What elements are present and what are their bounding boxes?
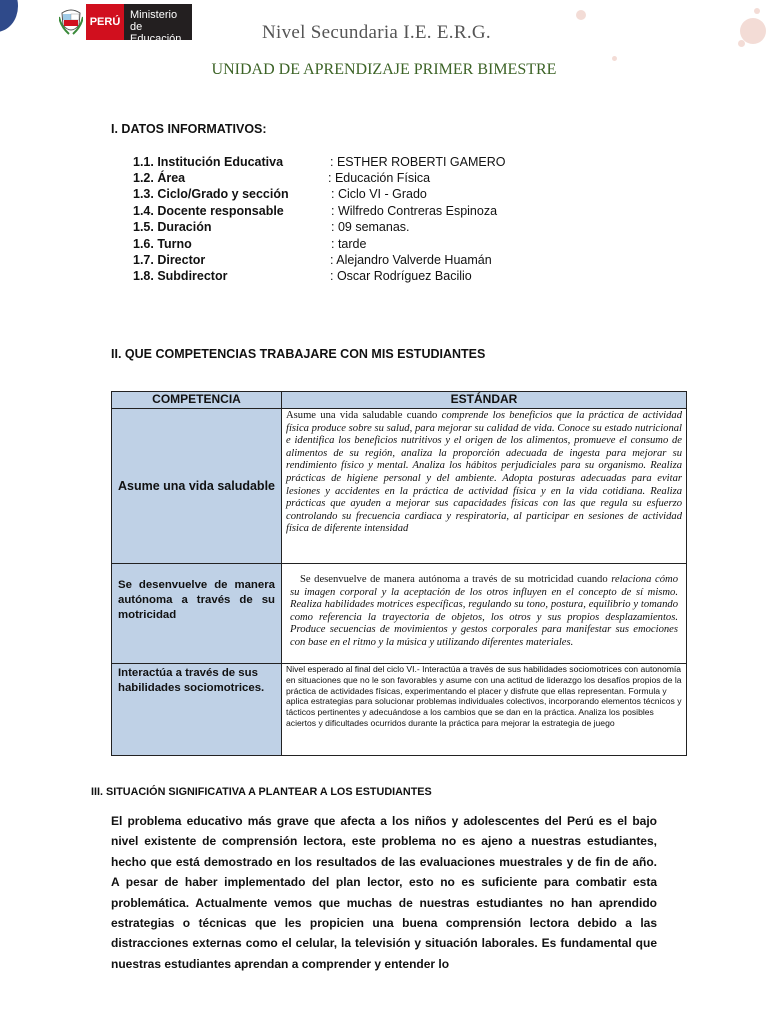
standard-cell bbox=[282, 409, 687, 564]
section-title-situacion: III. SITUACIÓN SIGNIFICATIVA A PLANTEAR A LOS ESTUDIANTES bbox=[91, 786, 432, 798]
standard-body: Interactúa a través de sus habilidades sociomotrices con autonomía en situaciones que no le son favorables y asume con una actitud de liderazgo los desafíos propios de la práctica de actividades físicas, experimentando el placer y disfrute que ellas representan. Formula y aplica estrategias para solucionar problemas individuales colectivos, incorporando elementos técnicos y tácticos pertinentes y adecuándose a los cambios que se dan en la práctica. Analiza los posibles aciertos y dificultades ocurridos durante la práctica para mejorar la estrategia de juego bbox=[286, 664, 682, 728]
column-header: ESTÁNDAR bbox=[282, 392, 687, 409]
info-label: 1.3. Ciclo/Grado y sección bbox=[133, 187, 289, 201]
coat-of-arms-icon bbox=[56, 4, 86, 40]
logo-country: PERÚ bbox=[86, 4, 124, 40]
competency-name: Se desenvuelve de manera autónoma a través de su motricidad bbox=[112, 564, 282, 664]
info-label: 1.1. Institución Educativa bbox=[133, 155, 284, 169]
info-label: 1.2. Área bbox=[133, 171, 186, 185]
decorative-dot bbox=[754, 8, 760, 14]
info-value: : Oscar Rodríguez Bacilio bbox=[330, 269, 472, 283]
competencies-table bbox=[111, 391, 687, 756]
info-label: 1.8. Subdirector bbox=[133, 269, 228, 283]
competency-name: Interactúa a través de sus habilidades sociomotrices. bbox=[112, 664, 282, 756]
section-title-datos: I. DATOS INFORMATIVOS: bbox=[111, 122, 267, 136]
section-title-competencias: II. QUE COMPETENCIAS TRABAJARE CON MIS ESTUDIANTES bbox=[111, 347, 486, 361]
ministry-logo bbox=[56, 4, 192, 45]
info-label: 1.6. Turno bbox=[133, 237, 192, 251]
info-value: : Alejandro Valverde Huamán bbox=[330, 253, 492, 267]
standard-lead: Se desenvuelve de manera autónoma a través de su motricidad cuando bbox=[300, 574, 612, 585]
info-label: 1.5. Duración bbox=[133, 220, 212, 234]
situation-paragraph: El problema educativo más grave que afecta a los niños y adolescentes del Perú es el bajo nivel existente de comprensión lectora, este problema no es ajeno a nuestras estudiantes, hecho que está demostrado en los resultados de las evaluaciones muestrales y de fin de año. A pesar de haber implementado del plan lector, esto no es suficiente para combatir esta problemática. Actualmente vemos que muchas de nuestras estudiantes no han aprendido estrategias o técnicas que les propicien una buena comprensión lectora debido a las distracciones externas como el celular, la televisión y situación laborales. Es fundamental que nuestras estudiantes aprendan a comprender y entender lo bbox=[111, 814, 657, 971]
standard-text bbox=[290, 574, 678, 650]
column-header: COMPETENCIA bbox=[112, 392, 282, 409]
standard-lead: Nivel esperado al final del ciclo VI.- bbox=[286, 664, 423, 674]
logo-ministry-line1: Ministerio bbox=[130, 9, 178, 21]
standard-cell bbox=[282, 564, 687, 664]
logo-ministry bbox=[124, 4, 192, 45]
unit-title: UNIDAD DE APRENDIZAJE PRIMER BIMESTRE bbox=[211, 61, 557, 78]
standard-text bbox=[286, 664, 682, 729]
info-value: : tarde bbox=[331, 237, 367, 251]
info-label: 1.7. Director bbox=[133, 253, 206, 267]
table-row bbox=[112, 664, 687, 756]
standard-lead: Asume una vida saludable cuando bbox=[286, 410, 442, 421]
info-label: 1.4. Docente responsable bbox=[133, 204, 284, 218]
table-header-row bbox=[112, 392, 687, 409]
competency-name: Asume una vida saludable bbox=[112, 409, 282, 564]
info-value: : 09 semanas. bbox=[331, 220, 410, 234]
standard-cell bbox=[282, 664, 687, 756]
decorative-dot bbox=[738, 40, 745, 47]
decorative-dot bbox=[576, 10, 586, 20]
school-header: Nivel Secundaria I.E. E.R.G. bbox=[262, 22, 491, 43]
logo-ministry-line2: de Educación bbox=[130, 21, 182, 45]
standard-body: comprende los beneficios que la práctica de actividad física produce sobre su salud, para mejorar su calidad de vida. Conoce su estado nutricional e identifica los beneficios nutritivos y el origen de los alimentos, promueve el consumo de alimentos de su región, analiza la proporción adecuada de ingesta para mejorar su rendimiento físico y mental. Analiza los hábitos perjudiciales para su organismo. Realiza prácticas de higiene personal y del ambiente. Adopta posturas adecuadas para evitar lesiones y accidentes en la práctica de actividad física y en la vida cotidiana. Realiza prácticas que ayuden a mejorar sus capacidades físicas con las que regula su esfuerzo controlando su frecuencia cardiaca y respiratoria, al participar en sesiones de actividad física de diferente intensidad bbox=[286, 410, 682, 535]
table-row bbox=[112, 564, 687, 664]
decorative-circle bbox=[0, 0, 18, 32]
standard-text bbox=[286, 410, 682, 536]
standard-body: relaciona cómo su imagen corporal y la aceptación de los otros influyen en el concepto de sí mismo. Realiza habilidades motrices específicas, regulando su tono, postura, equilibrio y tomando como referencia la trayectoria de objetos, los otros y sus propios desplazamientos. Produce secuencias de movimientos y gestos corporales para manifestar sus emociones con base en el ritmo y la música y utilizando diferentes materiales. bbox=[290, 574, 678, 648]
info-value: : Ciclo VI - Grado bbox=[331, 187, 427, 201]
info-value: : Educación Física bbox=[328, 171, 431, 185]
info-value: : Wilfredo Contreras Espinoza bbox=[331, 204, 498, 218]
table-row bbox=[112, 409, 687, 564]
info-value: : ESTHER ROBERTI GAMERO bbox=[330, 155, 506, 169]
